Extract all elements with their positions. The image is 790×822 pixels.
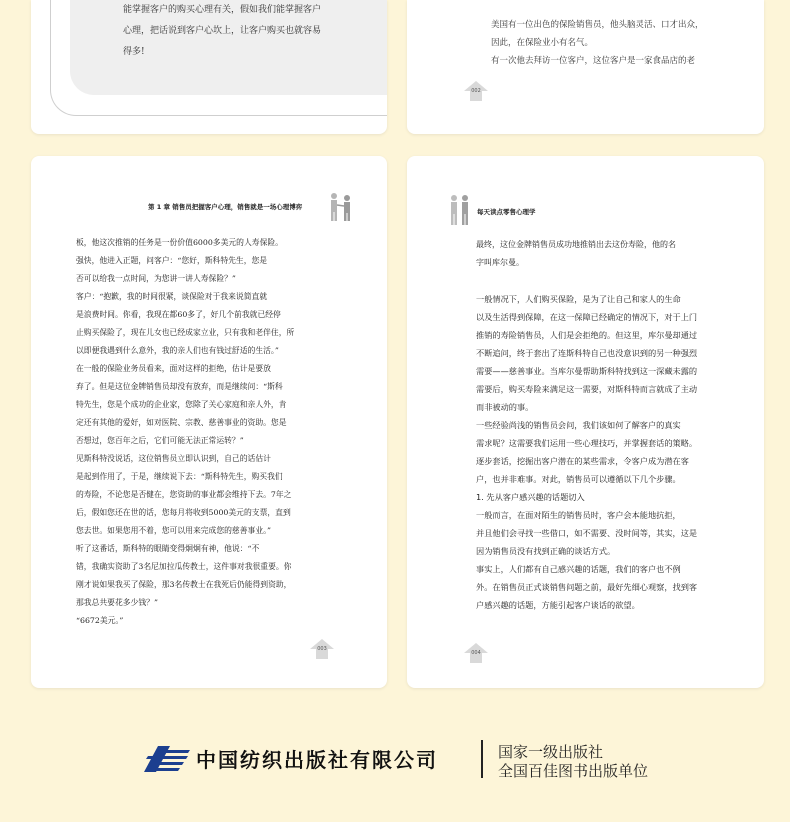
text-line: 不断追问，终于套出了连斯科特自己也没意识到的另一种强烈 xyxy=(476,348,698,358)
publisher-banner xyxy=(0,730,790,790)
text-line: 否想过，您百年之后，它们可能无法正常运转？” xyxy=(76,436,244,445)
text-line: 字叫库尔曼。 xyxy=(476,258,524,267)
banner-divider xyxy=(481,740,483,778)
text-line: 需要——慈善事业。当库尔曼帮助斯科特找到这一深藏未露的 xyxy=(476,366,698,376)
callout-text xyxy=(123,0,383,62)
publisher-tagline-1: 国家一级出版社 xyxy=(498,743,604,761)
text-line: 美国有一位出色的保险销售员，他头脑灵活、口才出众， xyxy=(491,20,704,30)
text-line: 弃了。但是这位金牌销售员却没有放弃，而是继续问：“斯科 xyxy=(76,382,283,391)
publisher-name: 中国纺织出版社有限公司 xyxy=(196,748,438,772)
text-line: 客户：“抱歉，我的时间很紧，谈保险对于我来说简直就 xyxy=(76,292,268,301)
page-number: 004 xyxy=(471,650,481,656)
running-head: 第 1 章 销售员把握客户心理，销售就是一场心理博弈 xyxy=(148,203,303,211)
callout-line: 得多! xyxy=(123,47,145,57)
text-line: 外。在销售员正式谈销售问题之前，最好先细心观察，找到客 xyxy=(476,582,698,592)
publisher-tagline-2: 全国百佳图书出版单位 xyxy=(498,762,649,780)
page3-body xyxy=(76,234,376,630)
text-line: 而非被动的事。 xyxy=(476,402,534,412)
two-people-figure-icon xyxy=(449,194,471,226)
text-line: 特先生，您是个成功的企业家，您除了关心家庭和亲人外，肯 xyxy=(76,400,287,409)
running-head: 每天读点零售心理学 xyxy=(477,208,536,216)
text-line: 否可以给我一点时间，为您讲一讲人寿保险？” xyxy=(76,274,236,283)
page-number-badge xyxy=(463,642,489,664)
text-line: 在一般的保险业务员看来，面对这样的拒绝，估计是要放 xyxy=(76,364,271,373)
text-line: 1. 先从客户感兴趣的话题切入 xyxy=(476,492,585,502)
callout-line: 能掌握客户的购买心理有关，假如我们能掌握客户 xyxy=(123,5,322,15)
text-line: 一些经验尚浅的销售员会问，我们该如何了解客户的真实 xyxy=(476,420,681,430)
text-line: 以及生活得到保障，在这一保障已经确定的情况下，对于上门 xyxy=(476,312,698,322)
text-line: 户感兴趣的话题，方能引起客户谈话的欲望。 xyxy=(476,600,640,610)
text-line: 一般而言，在面对陌生的销售员时，客户会本能地抗拒， xyxy=(476,510,681,520)
text-line: “6672美元。” xyxy=(76,616,124,625)
text-line: 那我总共要花多少钱？” xyxy=(76,598,158,607)
text-line: 刚才说如果我买了保险，那3名传教士在我死后仍能得到资助， xyxy=(76,580,292,589)
page2-text xyxy=(491,16,751,70)
handshake-figure-icon xyxy=(328,192,354,222)
page-number: 003 xyxy=(317,646,327,652)
text-line: 听了这番话，斯科特的眼睛变得炯炯有神，他说：“不 xyxy=(76,544,260,553)
text-line: 后，假如您还在世的话，您每月将收到5000美元的支票，直到 xyxy=(76,508,291,517)
text-line: 见斯科特没说话，这位销售员立即认识到，自己的话估计 xyxy=(76,454,271,463)
page-number-badge xyxy=(309,638,335,660)
text-line: 因为销售员没有找到正确的谈话方式。 xyxy=(476,546,616,556)
book-page-2 xyxy=(407,0,764,134)
callout-line: 心理，把话说到客户心坎上，让客户购买也就容易 xyxy=(123,26,322,36)
text-line: 的寿险，不论您是否健在，您资助的事业都会维持下去。7年之 xyxy=(76,490,292,499)
text-line: 止购买保险了，现在儿女也已经成家立业，只有我和老伴住，所 xyxy=(76,328,295,337)
book-page-1 xyxy=(31,0,387,134)
text-line: 以即便我遇到什么意外，我的亲人们也有钱过舒适的生活。” xyxy=(76,346,279,355)
text-line: 您去世。如果您用不着，您可以用来完成您的慈善事业。” xyxy=(76,526,272,535)
text-line: 因此，在保险业小有名气。 xyxy=(491,38,594,48)
text-line: 错，我确实资助了3名尼加拉瓜传教士，这件事对我很重要。你 xyxy=(76,562,292,571)
text-line: 是浪费时间。你看，我现在都60多了，好几个前我就已经停 xyxy=(76,310,281,319)
text-line: 户，也并非难事。对此，销售员可以遵循以下几个步骤。 xyxy=(476,474,681,484)
book-page-4 xyxy=(407,156,764,688)
book-page-3 xyxy=(31,156,387,688)
text-line: 是起到作用了，于是，继续说下去：“斯科特先生，购买我们 xyxy=(76,472,283,481)
text-line: 最终，这位金牌销售员成功地推销出去这份寿险，他的名 xyxy=(476,240,676,249)
page4-intro xyxy=(476,236,736,272)
text-line: 需要后，购买寿险来满足这一需要，对斯科特而言就成了主动 xyxy=(476,384,698,394)
text-line: 定还有其他的爱好，如对医院、宗教、慈善事业的资助。您是 xyxy=(76,418,287,427)
publisher-logo-icon xyxy=(144,744,190,774)
page-number: 002 xyxy=(471,88,481,94)
text-line: 一般情况下，人们购买保险，是为了让自己和家人的生命 xyxy=(476,294,681,304)
text-line: 强快，他进入正题，问客户：“您好，斯科特先生，您是 xyxy=(76,256,268,265)
text-line: 逐步套话，挖掘出客户潜在的某些需求，令客户成为潜在客 xyxy=(476,456,689,466)
text-line: 有一次他去拜访一位客户，这位客户是一家食品店的老 xyxy=(491,56,696,66)
page-number-badge xyxy=(463,80,489,102)
text-line: 板，他这次推销的任务是一份价值6000多美元的人寿保险。 xyxy=(76,238,283,247)
text-line: 需求呢？这需要我们运用一些心理技巧，并掌握套话的策略。 xyxy=(476,438,698,448)
text-line: 推销的寿险销售员，人们是会拒绝的。但这里，库尔曼却通过 xyxy=(476,330,698,340)
page4-body xyxy=(476,290,736,614)
text-line: 事实上，人们都有自己感兴趣的话题，我们的客户也不例 xyxy=(476,564,681,574)
text-line: 并且他们会寻找一些借口，如不需要、没时间等，其实，这是 xyxy=(476,528,698,538)
